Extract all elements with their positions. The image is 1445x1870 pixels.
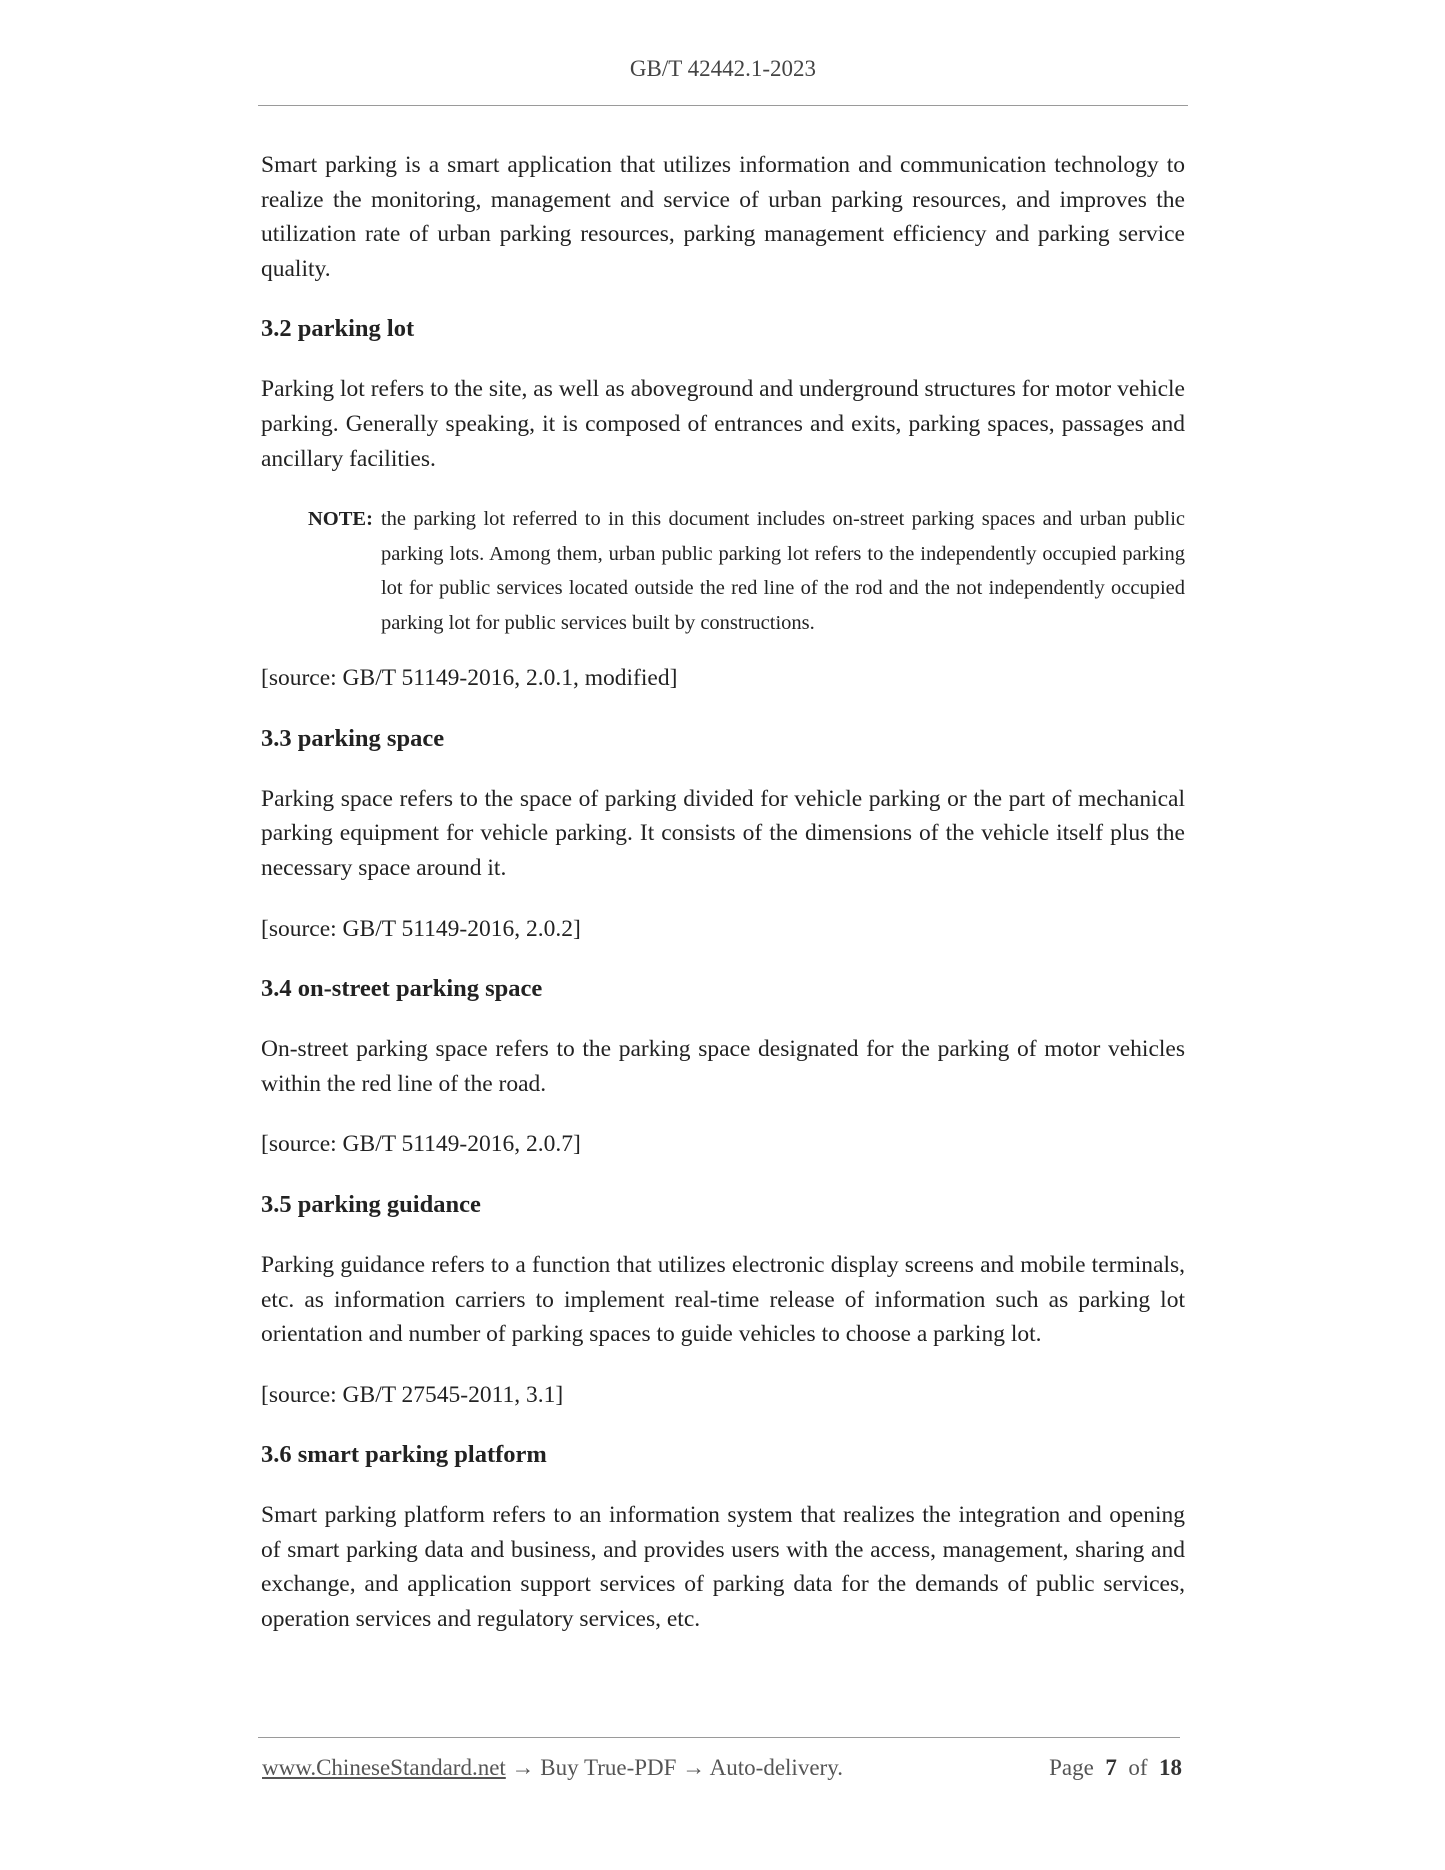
note-label: NOTE: bbox=[308, 508, 373, 531]
site-link[interactable]: www.ChineseStandard.net bbox=[262, 1755, 506, 1780]
term-heading-3-5: 3.5 parking guidance bbox=[261, 1190, 481, 1218]
buy-pdf-text: Buy True-PDF bbox=[540, 1755, 677, 1780]
term-definition-3-2: Parking lot refers to the site, as well as aboveground and underground structures for motor vehicle parking. Generally speaking, it is composed of entrances and exits, parking spaces, passages and ancillary facilities. bbox=[261, 376, 1185, 472]
arrow-right-icon: → bbox=[682, 1755, 706, 1780]
document-body bbox=[261, 148, 1185, 1637]
intro-paragraph: Smart parking is a smart application that utilizes information and communication technology to realize the monitoring, management and service of urban parking resources, and improves the utilization rate of urban parking resources, parking management efficiency and parking service quality. bbox=[261, 152, 1185, 282]
source-3-3: [source: GB/T 51149-2016, 2.0.2] bbox=[261, 915, 581, 942]
footer-promo bbox=[262, 1755, 843, 1781]
page-word: Page bbox=[1049, 1755, 1094, 1780]
term-definition-3-3: Parking space refers to the space of parking divided for vehicle parking or the part of mechanical parking equipment for vehicle parking. It consists of the dimensions of the vehicle itself plus the necessary space around it. bbox=[261, 785, 1185, 881]
document-code-header: GB/T 42442.1-2023 bbox=[629, 56, 817, 81]
note-3-2 bbox=[308, 502, 1185, 640]
of-word: of bbox=[1128, 1755, 1148, 1780]
source-3-2: [source: GB/T 51149-2016, 2.0.1, modified] bbox=[261, 665, 678, 692]
auto-delivery-text: Auto-delivery. bbox=[709, 1755, 843, 1780]
page-total: 18 bbox=[1159, 1755, 1182, 1780]
term-definition-3-5: Parking guidance refers to a function that utilizes electronic display screens and mobile terminals, etc. as information carriers to implement real-time release of information such as parking lot orientation and number of parking spaces to guide vehicles to choose a parking lot. bbox=[261, 1251, 1185, 1348]
page-number bbox=[1049, 1755, 1182, 1781]
term-heading-3-3: 3.3 parking space bbox=[261, 724, 445, 752]
arrow-right-icon: → bbox=[511, 1755, 535, 1780]
term-definition-3-6: Smart parking platform refers to an information system that realizes the integration and opening of smart parking data and business, and provides users with the access, management, sharing and exchange, and application support services of parking data for the demands of public services, operation services and regulatory services, etc. bbox=[261, 1502, 1185, 1633]
footer-divider bbox=[258, 1737, 1180, 1738]
note-text: the parking lot referred to in this document includes on-street parking spaces and urban public parking lots. Among them, urban public parking lot refers to the independently occupied parking lot for public services located outside the red line of the rod and the not independently occupied parking lot for public services built by constructions. bbox=[380, 508, 1185, 634]
source-3-4: [source: GB/T 51149-2016, 2.0.7] bbox=[261, 1131, 581, 1158]
page-current: 7 bbox=[1105, 1755, 1117, 1780]
source-3-5: [source: GB/T 27545-2011, 3.1] bbox=[261, 1381, 564, 1408]
term-heading-3-6: 3.6 smart parking platform bbox=[261, 1441, 547, 1469]
term-heading-3-2: 3.2 parking lot bbox=[261, 315, 415, 343]
term-definition-3-4: On-street parking space refers to the parking space designated for the parking of motor vehicles within the red line of the road. bbox=[261, 1036, 1185, 1097]
term-heading-3-4: 3.4 on-street parking space bbox=[261, 975, 543, 1003]
header-divider bbox=[258, 105, 1188, 106]
